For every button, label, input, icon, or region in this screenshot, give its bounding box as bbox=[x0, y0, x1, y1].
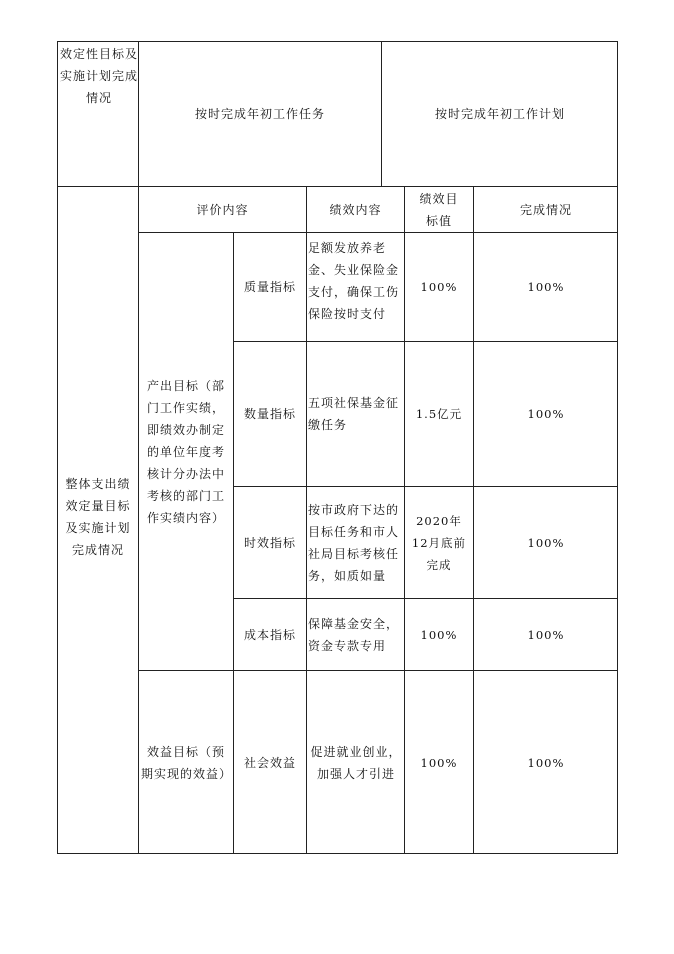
completion-text: 100% bbox=[527, 407, 565, 421]
indicator-text: 成本指标 bbox=[243, 627, 296, 642]
completion-text: 100% bbox=[527, 755, 565, 770]
output-row-4-target bbox=[405, 599, 473, 670]
benefit-row-1-completion bbox=[474, 671, 618, 854]
content-text: 按市政府下达的目标任务和市人社局目标考核任务，如质如量 bbox=[308, 502, 400, 583]
plan-cell bbox=[382, 42, 618, 186]
content-text: 五项社保基金征缴任务 bbox=[308, 396, 400, 432]
content-text: 足额发放养老金、失业保险金支付，确保工伤保险按时支付 bbox=[308, 241, 400, 321]
header-eval-content bbox=[139, 187, 306, 232]
header-perf-content-text: 绩效内容 bbox=[329, 202, 382, 217]
content-text: 促进就业创业，加强人才引进 bbox=[310, 744, 402, 781]
task-text: 按时完成年初工作任务 bbox=[194, 107, 325, 121]
target-text: 100% bbox=[420, 627, 458, 642]
output-row-3-content bbox=[308, 487, 404, 598]
benefit-goal-label bbox=[141, 671, 231, 854]
header-completion-text: 完成情况 bbox=[519, 202, 572, 217]
output-row-3-indicator bbox=[234, 487, 306, 598]
output-row-2-target bbox=[405, 342, 473, 486]
output-row-1-indicator bbox=[234, 233, 306, 341]
indicator-text: 社会效益 bbox=[243, 755, 296, 770]
benefit-row-1-indicator bbox=[234, 671, 306, 854]
header-eval-content-text: 评价内容 bbox=[196, 202, 249, 217]
target-text: 100% bbox=[420, 755, 458, 770]
header-completion bbox=[474, 187, 618, 232]
completion-text: 100% bbox=[527, 535, 565, 550]
target-text: 1.5亿元 bbox=[415, 407, 463, 421]
content-text: 保障基金安全，资金专款专用 bbox=[308, 616, 400, 653]
output-row-2-content bbox=[308, 342, 404, 486]
output-row-2-completion bbox=[474, 342, 618, 486]
plan-text: 按时完成年初工作计划 bbox=[434, 107, 565, 121]
output-row-1-completion bbox=[474, 233, 618, 341]
quantitative-goal-label bbox=[62, 462, 134, 572]
header-target-value-text: 绩效目标值 bbox=[419, 191, 459, 228]
header-perf-content bbox=[307, 187, 404, 232]
indicator-text: 数量指标 bbox=[243, 407, 296, 421]
target-text: 100% bbox=[420, 280, 458, 294]
task-cell bbox=[139, 42, 381, 186]
indicator-text: 时效指标 bbox=[243, 535, 296, 550]
output-goal-label-text: 产出目标（部门工作实绩，即绩效办制定的单位年度考核计分办法中考核的部门工作实绩内容） bbox=[146, 379, 225, 525]
qualitative-goal-label bbox=[60, 42, 138, 112]
output-goal-label bbox=[141, 372, 231, 532]
output-row-3-completion bbox=[474, 487, 618, 598]
output-row-4-completion bbox=[474, 599, 618, 670]
benefit-row-1-content bbox=[310, 671, 402, 854]
quantitative-goal-label-text: 整体支出绩效定量目标及实施计划完成情况 bbox=[65, 477, 131, 557]
output-row-3-target bbox=[410, 487, 468, 598]
benefit-row-1-target bbox=[405, 671, 473, 854]
performance-table bbox=[57, 41, 618, 854]
qualitative-goal-label-text: 效定性目标及实施计划完成情况 bbox=[60, 47, 139, 105]
output-row-4-indicator bbox=[234, 599, 306, 670]
output-row-1-content bbox=[308, 233, 404, 341]
completion-text: 100% bbox=[527, 627, 565, 642]
benefit-goal-label-text: 效益目标（预期实现的效益） bbox=[141, 744, 233, 781]
output-row-2-indicator bbox=[234, 342, 306, 486]
target-text: 2020年12月底前完成 bbox=[411, 513, 467, 572]
col-divider bbox=[306, 186, 307, 854]
indicator-text: 质量指标 bbox=[243, 280, 296, 294]
output-row-1-target bbox=[405, 233, 473, 341]
header-target-value bbox=[414, 187, 464, 232]
output-row-4-content bbox=[308, 599, 404, 670]
completion-text: 100% bbox=[527, 280, 565, 294]
